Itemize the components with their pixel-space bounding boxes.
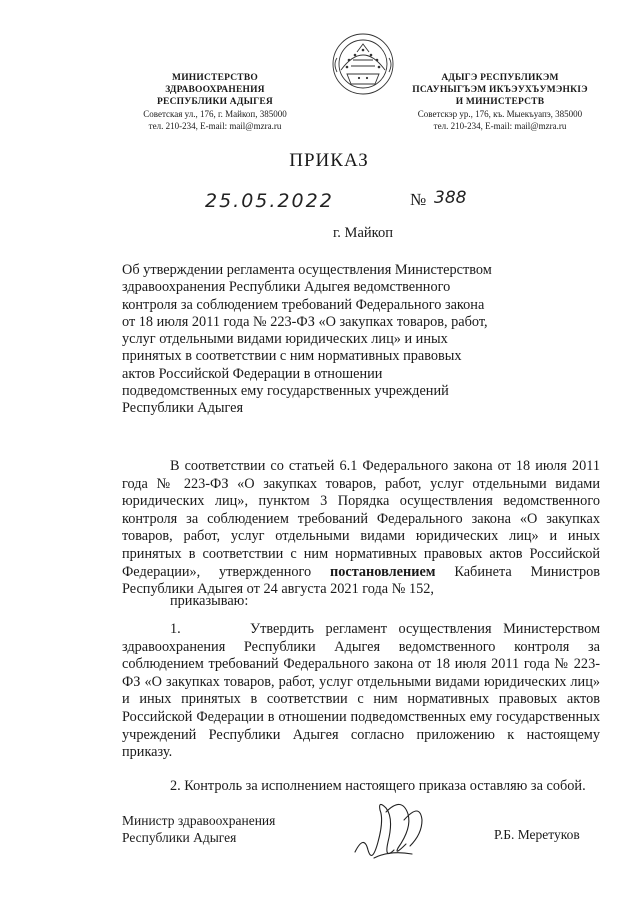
order-item-2: 2. Контроль за исполнением настоящего приказа оставляю за собой.: [170, 778, 586, 794]
order-number: 388: [434, 188, 467, 208]
signatory-title-line-1: Министр здравоохранения: [122, 813, 276, 828]
order-date: 25.05.2022: [205, 190, 334, 212]
subject-line: услуг отдельными видами юридических лиц» и иных: [122, 331, 448, 348]
left-org-line-2: ЗДРАВООХРАНЕНИЯ: [165, 85, 265, 95]
preamble-part-1: В соответствии со статьей 6.1 Федерального закона от 18 июля 2011 года № 223-ФЗ «О закупках товаров, работ, услуг отдельными видами юридических лиц», пунктом 3 Порядка осуществления ведомственного контроля за соблюдением требований Федерального закона «О закупках товаров, работ, услуг отдельными видами юридических лиц» и иных принятых в соответствии с ним нормативных правовых актов Российской Федерации», утвержденного: [122, 458, 600, 580]
subject-line: принятых в соответствии с ним нормативных правовых: [122, 348, 462, 365]
signatory-title-line-2: Республики Адыгея: [122, 830, 237, 845]
item-1-number: 1.: [170, 621, 181, 637]
subject-line: Республики Адыгея: [122, 400, 244, 417]
subject-line: актов Российской Федерации в отношении: [122, 365, 383, 382]
subject-line: здравоохранения Республики Адыгея ведомственного: [122, 279, 451, 296]
right-org-line-2: ПСАУНЫГЪЭМ ИКЪЭУХЪУМЭНКIЭ: [412, 85, 588, 95]
order-title-text: ПРИКАЗ: [289, 150, 369, 171]
signatory-name: Р.Б. Меретуков: [494, 827, 580, 842]
preamble-part-2: Кабинета Министров Республики Адыгея от 24 августа 2021 года № 152,: [122, 563, 600, 598]
right-org-line-1: АДЫГЭ РЕСПУБЛИКЭМ: [441, 73, 559, 83]
right-contacts: тел. 210-234, E-mail: mail@mzra.ru: [433, 121, 567, 131]
order-city: г. Майкоп: [333, 225, 393, 241]
left-contacts: тел. 210-234, E-mail: mail@mzra.ru: [148, 121, 282, 131]
coat-of-arms-icon: [327, 30, 399, 98]
order-number-label: №: [410, 190, 427, 209]
handwritten-signature-icon: [350, 790, 440, 868]
subject-line: подведомственных ему государственных учреждений: [122, 383, 449, 400]
left-org-line-3: РЕСПУБЛИКИ АДЫГЕЯ: [157, 97, 273, 107]
subject-line: Об утверждении регламента осуществления Министерством: [122, 262, 492, 278]
right-address: Советскэр ур., 176, къ. Мыекъуапэ, 385000: [417, 109, 583, 119]
header-right-org-block: [400, 72, 600, 132]
preamble-paragraph: [122, 458, 600, 599]
subject-line: от 18 июля 2011 года № 223-ФЗ «О закупках товаров, работ,: [122, 313, 488, 330]
subject-line: контроля за соблюдением требований Федерального закона: [122, 296, 485, 313]
order-item-1: [122, 621, 600, 762]
preamble-bold-word: постановлением: [329, 563, 436, 580]
order-subject: [122, 262, 512, 418]
signatory-title: [122, 812, 275, 846]
right-org-line-3: И МИНИСТЕРСТВ: [455, 97, 545, 107]
order-title: [0, 150, 640, 172]
item-1-text: Утвердить регламент осуществления Министерством здравоохранения Республики Адыгея ведомственного контроля за соблюдением требований Федерального закона от 18 июля 2011 года № 223-ФЗ «О закупках товаров, работ, услуг отдельными видами юридических лиц» и иных принятых в соответствии с ним нормативных правовых актов Российской Федерации в отношении подведомственных ему государственных учреждений Республики Адыгея согласно приложению к настоящему приказу.: [122, 621, 600, 761]
decree-word: приказываю:: [170, 593, 249, 609]
left-address: Советская ул., 176, г. Майкоп, 385000: [143, 109, 287, 119]
header-left-org-block: [130, 72, 300, 132]
left-org-line-1: МИНИСТЕРСТВО: [172, 73, 258, 83]
